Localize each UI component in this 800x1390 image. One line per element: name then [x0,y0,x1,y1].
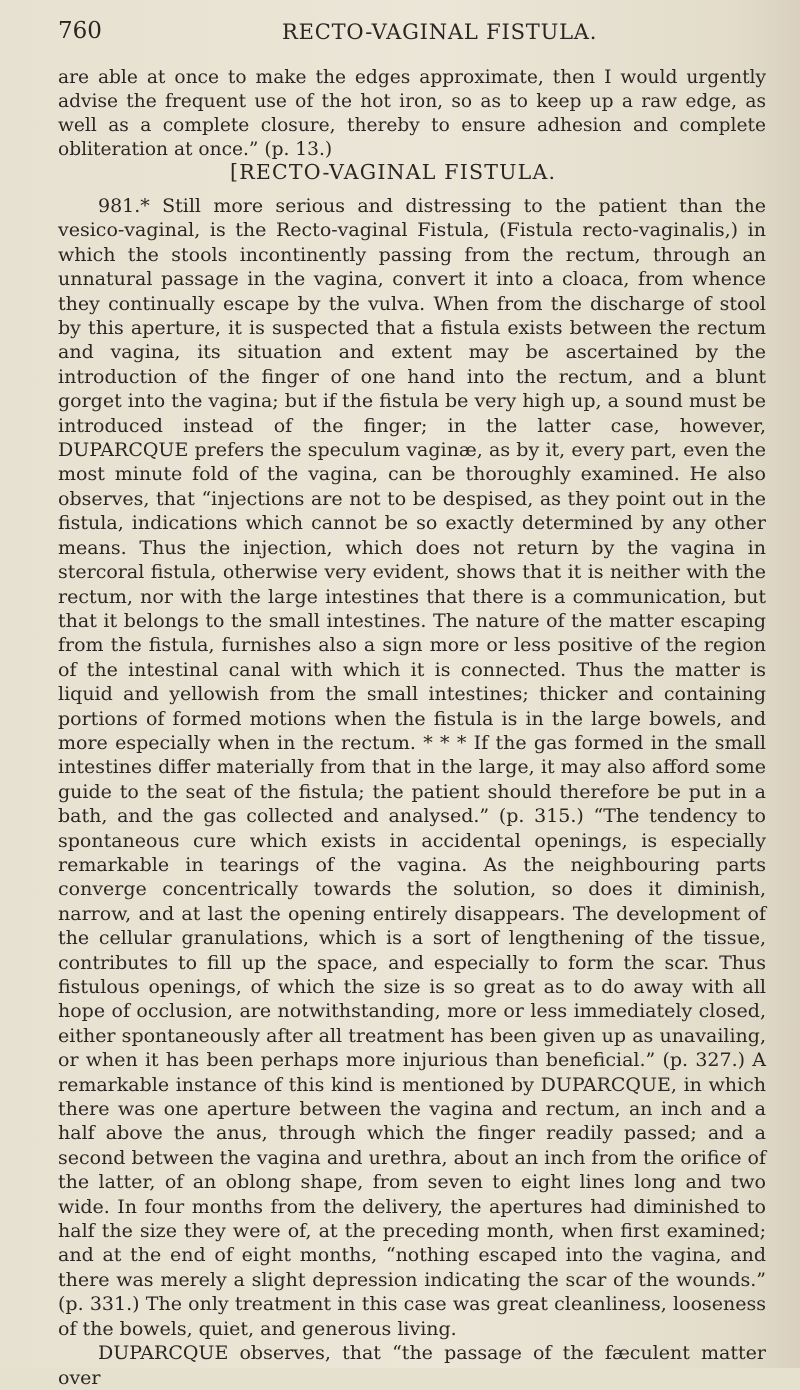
running-head: RECTO-VAGINAL FISTULA. [282,20,598,44]
last-paragraph: DUPARCQUE observes, that “the passage of the fæculent matter over [58,1342,766,1389]
intro-paragraph-block [58,66,766,162]
main-text-block [58,194,766,1390]
section-title: [RECTO-VAGINAL FISTULA. [230,160,557,184]
page-header [52,18,752,52]
intro-paragraph: are able at once to make the edges approximate, then I would urgently advise the frequent use of the hot iron, so as to keep up a raw edge, as well as a complete closure, thereby to ensure adhesion and complete obliteration at once.” (p. 13.) [58,67,766,160]
main-paragraph: 981.* Still more serious and distressing to the patient than the vesico-vaginal, is the Recto-vaginal Fistula, (Fistula recto-vaginalis,) in which the stools incontinently passing from the rectum, through an unnatural passage in the vagina, convert it into a cloaca, from whence they continually escape by the vulva. When from the discharge of stool by this aperture, it is suspected that a fistula exists between the rectum and vagina, its situation and extent may be ascertained by the introduction of the finger of one hand into the rectum, and a blunt gorget into the vagina; but if the fistula be very high up, a sound must be introduced instead of the finger; in the latter case, however, DUPARCQUE prefers the speculum vaginæ, as by it, every part, even the most minute fold of the vagina, can be thoroughly examined. He also observes, that “injections are not to be despised, as they point out in the fistula, indications which cannot be so exactly determined by any other means. Thus the injection, which does not return by the vagina in stercoral fistula, otherwise very evident, shows that it is neither with the rectum, nor with the large intestines that there is a communication, but that it belongs to the small intestines. The nature of the matter escaping from the fistula, furnishes also a sign more or less positive of the region of the intestinal canal with which it is connected. Thus the matter is liquid and yellowish from the small intestines; thicker and containing portions of formed motions when the fistula is in the large bowels, and more especially when in the rectum. * * * If the gas formed in the small intestines differ materially from that in the large, it may also afford some guide to the seat of the fistula; the patient should therefore be put in a bath, and the gas collected and analysed.” (p. 315.) “The tendency to spontaneous cure which exists in accidental openings, is especially remarkable in tearings of the vagina. As the neighbouring parts converge concentrically towards the solution, so does it diminish, narrow, and at last the opening entirely disappears. The development of the cellular granulations, which is a sort of lengthening of the tissue, contributes to fill up the space, and especially to form the scar. Thus fistulous openings, of which the size is so great as to do away with all hope of occlusion, are notwithstanding, more or less immediately closed, either spontaneously after all treatment has been given up as unavailing, or when it has been perhaps more injurious than beneficial.” (p. 327.) A remarkable instance of this kind is mentioned by DUPARCQUE, in which there was one aperture between the vagina and rectum, an inch and a half above the anus, through which the finger readily passed; and a second between the vagina and urethra, about an inch from the orifice of the latter, of an oblong shape, from seven to eight lines long and two wide. In four months from the delivery, the apertures had diminished to half the size they were of, at the preceding month, when first examined; and at the end of eight months, “nothing escaped into the vagina, and there was merely a slight depression indicating the scar of the wounds.” (p. 331.) The only treatment in this case was great cleanliness, looseness of the bowels, quiet, and generous living. [58,195,766,1340]
page-number: 760 [58,18,102,44]
